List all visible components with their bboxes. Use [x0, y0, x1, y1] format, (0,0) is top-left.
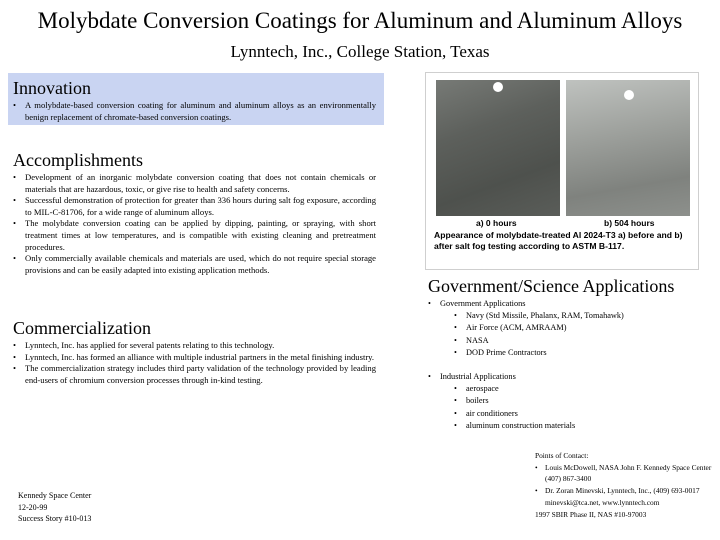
industrial-applications-item	[428, 371, 713, 432]
innovation-item: • A molybdate-based conversion coating for aluminum and aluminum alloys as an environmentally benign replacement of chromate-based conversion coatings.	[13, 100, 376, 123]
applications-heading: Government/Science Applications	[428, 276, 675, 296]
panel-hole	[624, 90, 634, 100]
commercialization-list	[13, 340, 376, 386]
industrial-application: • aluminum construction materials	[454, 420, 713, 432]
accomplishment-item: • Successful demonstration of protection for greater than 336 hours during salt fog exposure, according to MIL-C-81706, for a wide range of aluminum alloys.	[13, 195, 376, 218]
commercialization-item: • Lynntech, Inc. has formed an alliance with multiple industrial partners in the metal finishing industry.	[13, 352, 376, 364]
contact-list	[535, 462, 715, 509]
government-applications	[428, 298, 713, 359]
commercialization-item: • Lynntech, Inc. has applied for several patents relating to this technology.	[13, 340, 376, 352]
contract-number: 1997 SBIR Phase II, NAS #10-97003	[535, 509, 647, 519]
accomplishments-heading: Accomplishments	[13, 150, 143, 170]
footer-story-id: Success Story #10-013	[18, 514, 92, 523]
government-applications-sublist	[440, 310, 713, 359]
photo-caption: Appearance of molybdate-treated Al 2024-T3 a) before and b) after salt fog testing according to ASTM B-117.	[434, 230, 683, 251]
government-applications-label: Government Applications	[440, 299, 526, 308]
poster-title: Molybdate Conversion Coatings for Aluminum and Aluminum Alloys	[37, 8, 683, 33]
panel-image-after	[566, 80, 690, 216]
commercialization-item: • The commercialization strategy includes third party validation of the technology provided by leading end-users of chromium conversion processes through in-kind testing.	[13, 363, 376, 386]
contact-item: • Dr. Zoran Minevski, Lynntech, Inc., (409) 693-0017 minevski@tca.net, www.lynntech.com	[535, 485, 715, 508]
points-of-contact	[535, 450, 715, 520]
contact-item: • Louis McDowell, NASA John F. Kennedy Space Center (407) 867-3400	[535, 462, 715, 485]
industrial-applications	[428, 371, 713, 432]
panel-hole	[493, 82, 503, 92]
government-application: • NASA	[454, 335, 713, 347]
industrial-applications-label: Industrial Applications	[440, 372, 516, 381]
industrial-application: • boilers	[454, 395, 713, 407]
accomplishments-list	[13, 172, 376, 276]
panel-label-after: b) 504 hours	[604, 218, 655, 228]
panel-image-before	[436, 80, 560, 216]
poster-subtitle: Lynntech, Inc., College Station, Texas	[230, 42, 490, 61]
innovation-list	[13, 100, 376, 123]
panel-label-before: a) 0 hours	[476, 218, 517, 228]
accomplishment-item: • Development of an inorganic molybdate conversion coating that does not contain chemicals or materials that are hazardous, toxic, or give rise to health and safety concerns.	[13, 172, 376, 195]
footer-date: 12-20-99	[18, 502, 48, 512]
test-panel-photo	[425, 72, 699, 270]
government-application: • DOD Prime Contractors	[454, 347, 713, 359]
government-application: • Navy (Std Missile, Phalanx, RAM, Tomahawk)	[454, 310, 713, 322]
industrial-applications-sublist	[440, 383, 713, 432]
government-application: • Air Force (ACM, AMRAAM)	[454, 322, 713, 334]
industrial-application: • air conditioners	[454, 408, 713, 420]
footer-left	[18, 490, 91, 525]
industrial-application: • aerospace	[454, 383, 713, 395]
footer-center: Kennedy Space Center	[18, 491, 92, 500]
accomplishment-item: • Only commercially available chemicals and materials are used, which do not require special storage provisions and can be easily adapted into existing application methods.	[13, 253, 376, 276]
accomplishment-item: • The molybdate conversion coating can be applied by dipping, painting, or spraying, with short treatment times at low temperatures, and is compatible with existing cleaning and pretreatment procedures.	[13, 218, 376, 253]
commercialization-heading: Commercialization	[13, 318, 151, 338]
government-applications-item	[428, 298, 713, 359]
contact-heading: Points of Contact:	[535, 451, 589, 460]
innovation-heading: Innovation	[13, 78, 91, 98]
